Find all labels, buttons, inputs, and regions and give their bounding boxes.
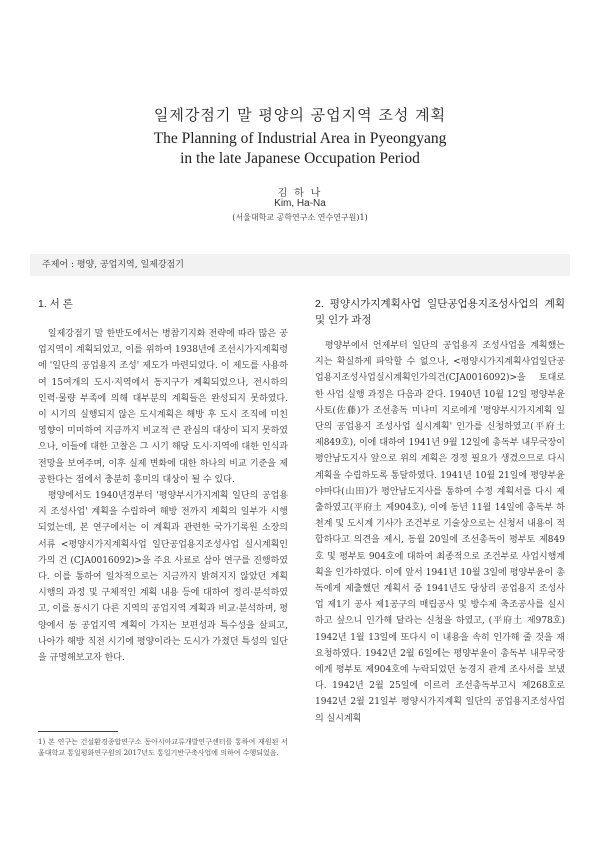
footnote-divider <box>38 731 118 732</box>
title-korean: 일제강점기 말 평양의 공업지역 조성 계획 <box>153 106 447 124</box>
right-column <box>315 296 565 727</box>
left-column <box>38 296 288 666</box>
title-english-line2: in the late Japanese Occupation Period <box>180 150 420 167</box>
section-1-heading: 1. 서 론 <box>38 298 73 310</box>
title-english-line1: The Planning of Industrial Area in Pyeongyang <box>153 130 447 147</box>
section-1-paragraph-1: 일제강점기 말 한반도에서는 병참기지화 전략에 따라 많은 공업지역이 계획되었고, 이를 위하여 1938년에 조선시가지계획령에 '일단의 공업용지 조성' 제도가 마련되었다. 이 제도를 사용하여 15여개의 도시·지역에서 동지구가 계획되었으나, 전시하의 인력·물량 부족에 의해 대부분의 계획들은 완성되지 못하였다. 이 시기의 실행되지 않은 도시계획은 해방 후 도시 조직에 미친 영향이 미미하여 지금까지 비교적 큰 관심의 대상이 되지 못하였으나, 이들에 대한 고찰은 그 시기 해당 도시·지역에 대한 인식과 전망을 보여주며, 이후 실제 변화에 대한 하나의 비교 기준을 제공한다는 점에서 충분히 흥미의 대상이 될 수 있다. <box>38 329 288 485</box>
footnote: 1) 본 연구는 건설환경종합연구소 동아시아교류개발연구센터를 통하여 재원된 서울대학교 통일평화연구원의 2017년도 통일기반구축사업에 의하여 수행되었음. <box>38 738 288 757</box>
section-1-paragraph-2: 평양에서도 1940년경부터 '평양부시가지계획 일단의 공업용지 조성사업' 계획을 수립하여 해방 전까지 계획의 일부가 시행되었는데, 본 연구에서는 이 계획과 관련한 국가기록원 소장의 서류 <평양시가지계획사업 일단공업용지조성사업 실시계획인가의 건 (CJA0016092)>을 주요 사료로 삼아 연구를 진행하였다. 이를 통하여 일차적으로는 지금까지 밝혀지지 않았던 계획 시행의 과정 및 구체적인 계획 내용 등에 대하여 정리·분석하였고, 이를 동시기 다른 지역의 공업지역 계획과 비교·분석하며, 평양에서 동 공업지역 계획이 가지는 보편성과 특수성을 살피고, 나아가 해방 직전 시기에 평양이라는 도시가 가졌던 특성의 일단을 규명해보고자 한다. <box>38 491 288 664</box>
author-name-korean: 김 하 나 <box>277 188 323 199</box>
author-name-english: Kim, Ha-Na <box>274 198 326 209</box>
section-2-paragraph-1: 평양부에서 언제부터 일단의 공업용지 조성사업을 계획했는지는 확실하게 파악할 수 없으나, <평양시가지계획사업일단공업용지조성사업실시계획인가의건(CJA0016092)>을 토대로 한 사업 실행 과정은 다음과 같다. 1940년 10월 12일 평양부윤 사토(佐藤)가 조선총독 미나미 지로에게 '평양부시가지계획 일단의 공업용지 조성사업 실시계획' 인가를 신청하였고(平府土 제849호), 이에 대하여 1941년 9월 12일에 총독부 내무국장이 평안남도지사 앞으로 위의 계획은 경정 필요가 생겼으므로 다시 계획을 수립하도록 통달하였다. 1941년 10월 21일에 평양부윤 야마다(山田)가 평안남도지사를 통하여 수정 계획서를 다시 제출하였고(平府土 제904호), 이에 동년 11월 14일에 총독부 하천계 및 도시계 기사가 조건부로 기술상으로는 신청서 내용이 적합하다고 의견을 제시, 동월 20일에 조선총독이 평부토 제849호 및 평부토 904호에 대하여 최종적으로 조건부로 사업시행계획을 인가하였다. 이에 앞서 1941년 10월 3일에 평양부윤이 총독에게 제출했던 계획서 중 1941년도 당상리 공업용지 조성사업 제1기 공사 제1공구의 매립공사 및 방수제 축조공사를 실시하고 싶으니 인가해 달라는 신청을 하였고, (平府土 제978호) 1942년 1월 13일에 또다시 이 내용을 속히 인가해 줄 것을 재요청하였다. 1942년 2월 6일에는 평양부윤이 총독부 내무국장에게 평부토 제904호에 누락되었던 농경지 관계 조사서를 보냈다. 1942년 2월 25일에 이르러 조선총독부고시 제268호로 1942년 2월 21일부 평양시가지계획 일단의 공업용지조성사업의 실시계획 <box>315 341 565 724</box>
section-2-heading: 2. 평양시가지계획사업 일단공업용지조성사업의 계획 및 인가 과정 <box>315 298 565 326</box>
author-affiliation: (서울대학교 공학연구소 연수연구원)1) <box>232 213 368 222</box>
keywords-box: 주제어 : 평양, 공업지역, 일제강점기 <box>30 254 570 276</box>
